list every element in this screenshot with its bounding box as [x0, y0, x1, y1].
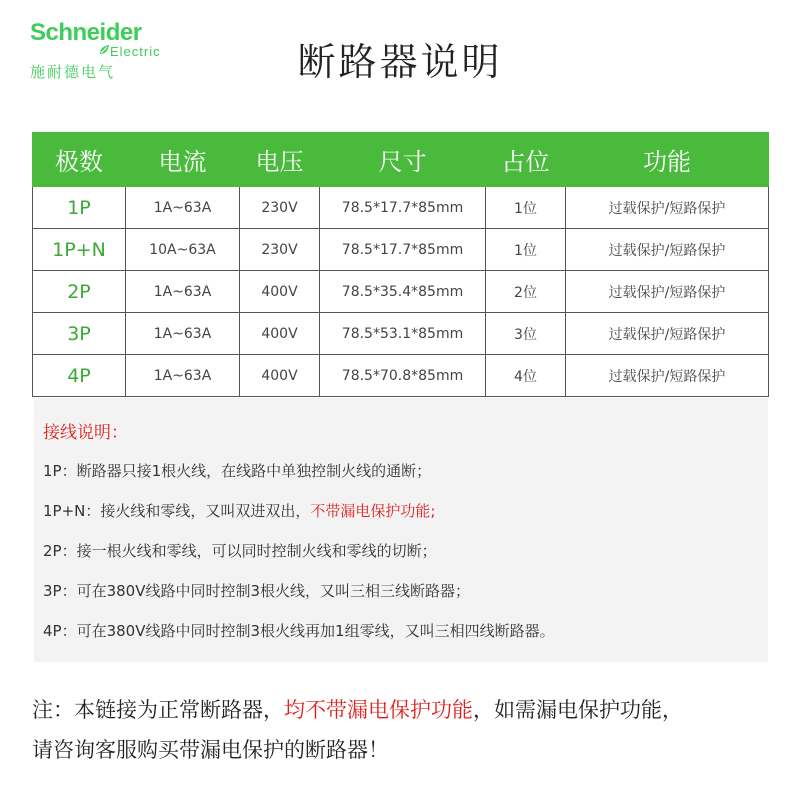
note-line	[43, 540, 437, 561]
note-warning: 不带漏电保护功能;	[310, 502, 436, 520]
spec-table	[32, 132, 769, 397]
logo-cn: 施耐德电气	[30, 63, 116, 81]
footer-line-1	[32, 690, 772, 730]
table-row	[33, 355, 769, 397]
cell-voltage: 230V	[240, 187, 320, 229]
note-text: 4P：可在380V线路中同时控制3根火线再加1组零线，又叫三相四线断路器。	[43, 622, 555, 640]
page-title: 断路器说明	[297, 40, 503, 84]
cell-slots: 1位	[486, 229, 566, 271]
note-line	[43, 460, 431, 481]
cell-current: 1A~63A	[126, 187, 240, 229]
note-text: 3P：可在380V线路中同时控制3根火线，又叫三相三线断路器；	[43, 582, 471, 600]
cell-function: 过载保护/短路保护	[566, 313, 769, 355]
footer-warning: 均不带漏电保护功能	[284, 698, 473, 722]
wiring-notes-panel	[34, 398, 768, 662]
cell-slots: 3位	[486, 313, 566, 355]
cell-current: 1A~63A	[126, 355, 240, 397]
note-text: 2P：接一根火线和零线，可以同时控制火线和零线的切断；	[43, 542, 437, 560]
table-row	[33, 229, 769, 271]
cell-current: 10A~63A	[126, 229, 240, 271]
logo-brand: Schneider	[30, 19, 142, 46]
cell-current: 1A~63A	[126, 313, 240, 355]
cell-voltage: 230V	[240, 229, 320, 271]
footer-prefix: 注：本链接为正常断路器，	[32, 698, 284, 722]
wiring-notes-heading: 接线说明：	[43, 423, 128, 443]
cell-size: 78.5*17.7*85mm	[320, 229, 486, 271]
table-row	[33, 313, 769, 355]
cell-function: 过载保护/短路保护	[566, 271, 769, 313]
cell-size: 78.5*35.4*85mm	[320, 271, 486, 313]
table-row	[33, 271, 769, 313]
cell-poles: 1P	[33, 187, 126, 229]
cell-poles: 2P	[33, 271, 126, 313]
header-poles: 极数	[33, 133, 126, 187]
header-slots: 占位	[486, 133, 566, 187]
cell-function: 过载保护/短路保护	[566, 355, 769, 397]
cell-size: 78.5*53.1*85mm	[320, 313, 486, 355]
cell-poles: 1P+N	[33, 229, 126, 271]
cell-function: 过载保护/短路保护	[566, 229, 769, 271]
footer-suffix: ，如需漏电保护功能，	[473, 698, 683, 722]
cell-function: 过载保护/短路保护	[566, 187, 769, 229]
note-text: 1P+N：接火线和零线，又叫双进双出，	[43, 502, 311, 520]
cell-voltage: 400V	[240, 271, 320, 313]
cell-poles: 4P	[33, 355, 126, 397]
footer-note	[32, 690, 772, 770]
note-text: 1P：断路器只接1根火线，在线路中单独控制火线的通断；	[43, 462, 432, 480]
cell-slots: 2位	[486, 271, 566, 313]
cell-voltage: 400V	[240, 355, 320, 397]
cell-slots: 1位	[486, 187, 566, 229]
cell-voltage: 400V	[240, 313, 320, 355]
cell-slots: 4位	[486, 355, 566, 397]
cell-poles: 3P	[33, 313, 126, 355]
note-line	[43, 620, 555, 641]
cell-size: 78.5*17.7*85mm	[320, 187, 486, 229]
table-header-row	[33, 133, 769, 187]
note-line	[43, 580, 470, 601]
header-size: 尺寸	[320, 133, 486, 187]
header-voltage: 电压	[240, 133, 320, 187]
table-row	[33, 187, 769, 229]
footer-line-2: 请咨询客服购买带漏电保护的断路器！	[32, 738, 389, 762]
header-current: 电流	[126, 133, 240, 187]
note-line	[43, 500, 435, 521]
cell-current: 1A~63A	[126, 271, 240, 313]
cell-size: 78.5*70.8*85mm	[320, 355, 486, 397]
logo-sub-text: Electric	[110, 44, 161, 59]
header-function: 功能	[566, 133, 769, 187]
